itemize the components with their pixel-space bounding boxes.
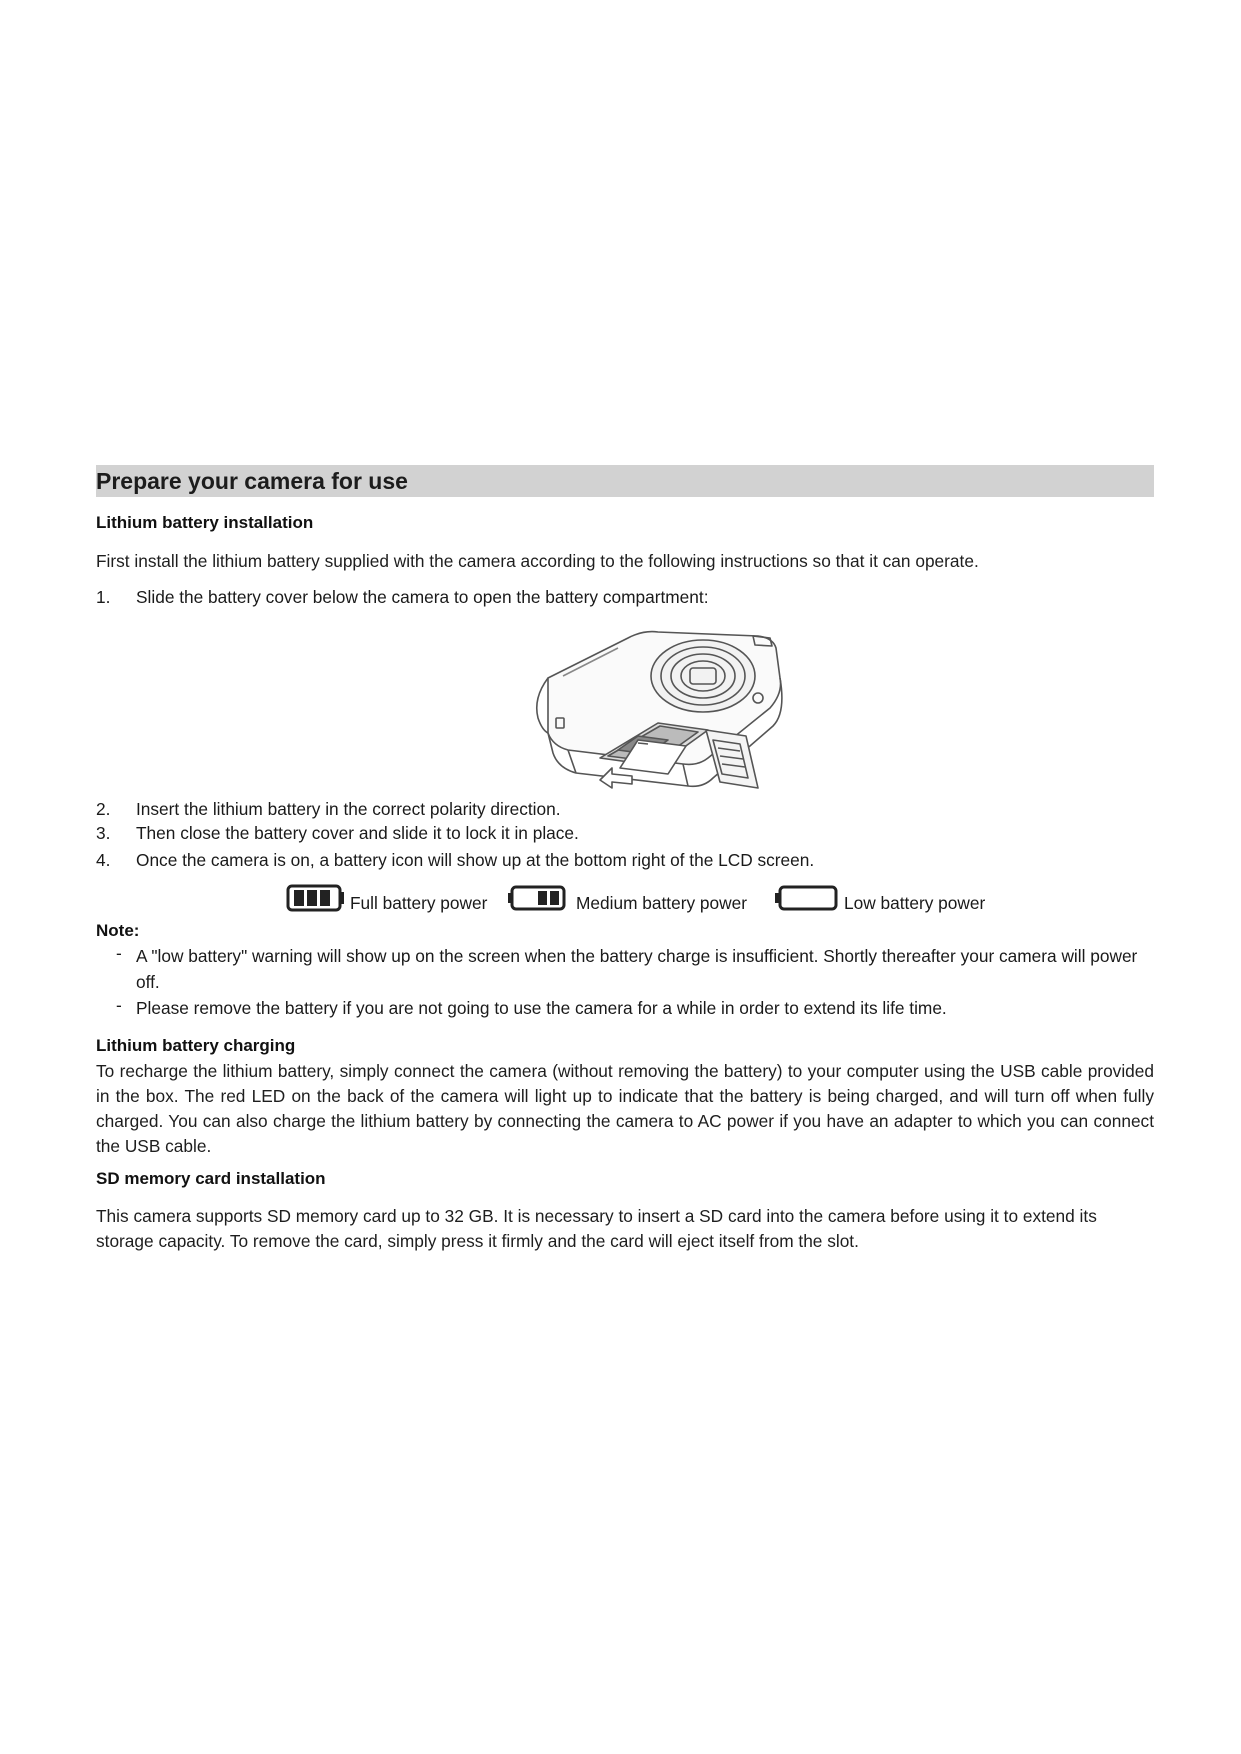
- sd-card-text: This camera supports SD memory card up to 32 GB. It is necessary to insert a SD card into the camera before using it to extend its storage capacity. To remove the card, simply press it firmly and the card will eject itself from the slot.: [96, 1206, 1097, 1251]
- step-number: 1.: [96, 587, 111, 607]
- step-number: 3.: [96, 823, 111, 843]
- step-text: Slide the battery cover below the camera to open the battery compartment:: [136, 587, 709, 607]
- battery-charging-text: To recharge the lithium battery, simply connect the camera (without removing the battery) to your computer using the USB cable provided in the box. The red LED on the back of the camera will light up to indicate that the battery is being charged, and will turn off when fully charged. You can also charge the lithium battery by connecting the camera to AC power if you have an adapter to which you can connect the USB cable.: [96, 1061, 1154, 1156]
- step-number: 4.: [96, 850, 111, 870]
- note-text: Please remove the battery if you are not going to use the camera for a while in order to extend its life time.: [136, 998, 947, 1018]
- step-text: Insert the lithium battery in the correct polarity direction.: [136, 799, 561, 819]
- step-2: [96, 799, 1154, 825]
- sd-card-heading: SD memory card installation: [96, 1169, 326, 1188]
- section-title: Prepare your camera for use: [96, 468, 408, 494]
- battery-charging-heading: Lithium battery charging: [96, 1036, 296, 1055]
- camera-battery-compartment-illustration: [508, 618, 878, 808]
- step-number: 2.: [96, 799, 111, 819]
- step-4: [96, 850, 1154, 876]
- bullet-dash: -: [116, 995, 122, 1015]
- step-text: Then close the battery cover and slide it to lock it in place.: [136, 823, 579, 843]
- medium-battery-label: Medium battery power: [576, 893, 747, 913]
- low-battery-icon: [774, 883, 840, 913]
- full-battery-label: Full battery power: [350, 893, 488, 913]
- battery-installation-heading: Lithium battery installation: [96, 513, 314, 532]
- note-label: Note:: [96, 921, 140, 940]
- step-1: [96, 587, 1154, 613]
- step-text: Once the camera is on, a battery icon will show up at the bottom right of the LCD screen.: [136, 850, 815, 870]
- full-battery-icon: [286, 883, 346, 913]
- low-battery-label: Low battery power: [844, 893, 986, 913]
- bullet-dash: -: [116, 943, 122, 963]
- step-3: [96, 823, 1154, 849]
- note-text: A "low battery" warning will show up on the screen when the battery charge is insufficient. Shortly thereafter your camera will power off.: [136, 946, 1138, 992]
- medium-battery-icon: [508, 883, 570, 913]
- battery-installation-intro: First install the lithium battery supplied with the camera according to the following instructions so that it can operate.: [96, 551, 979, 571]
